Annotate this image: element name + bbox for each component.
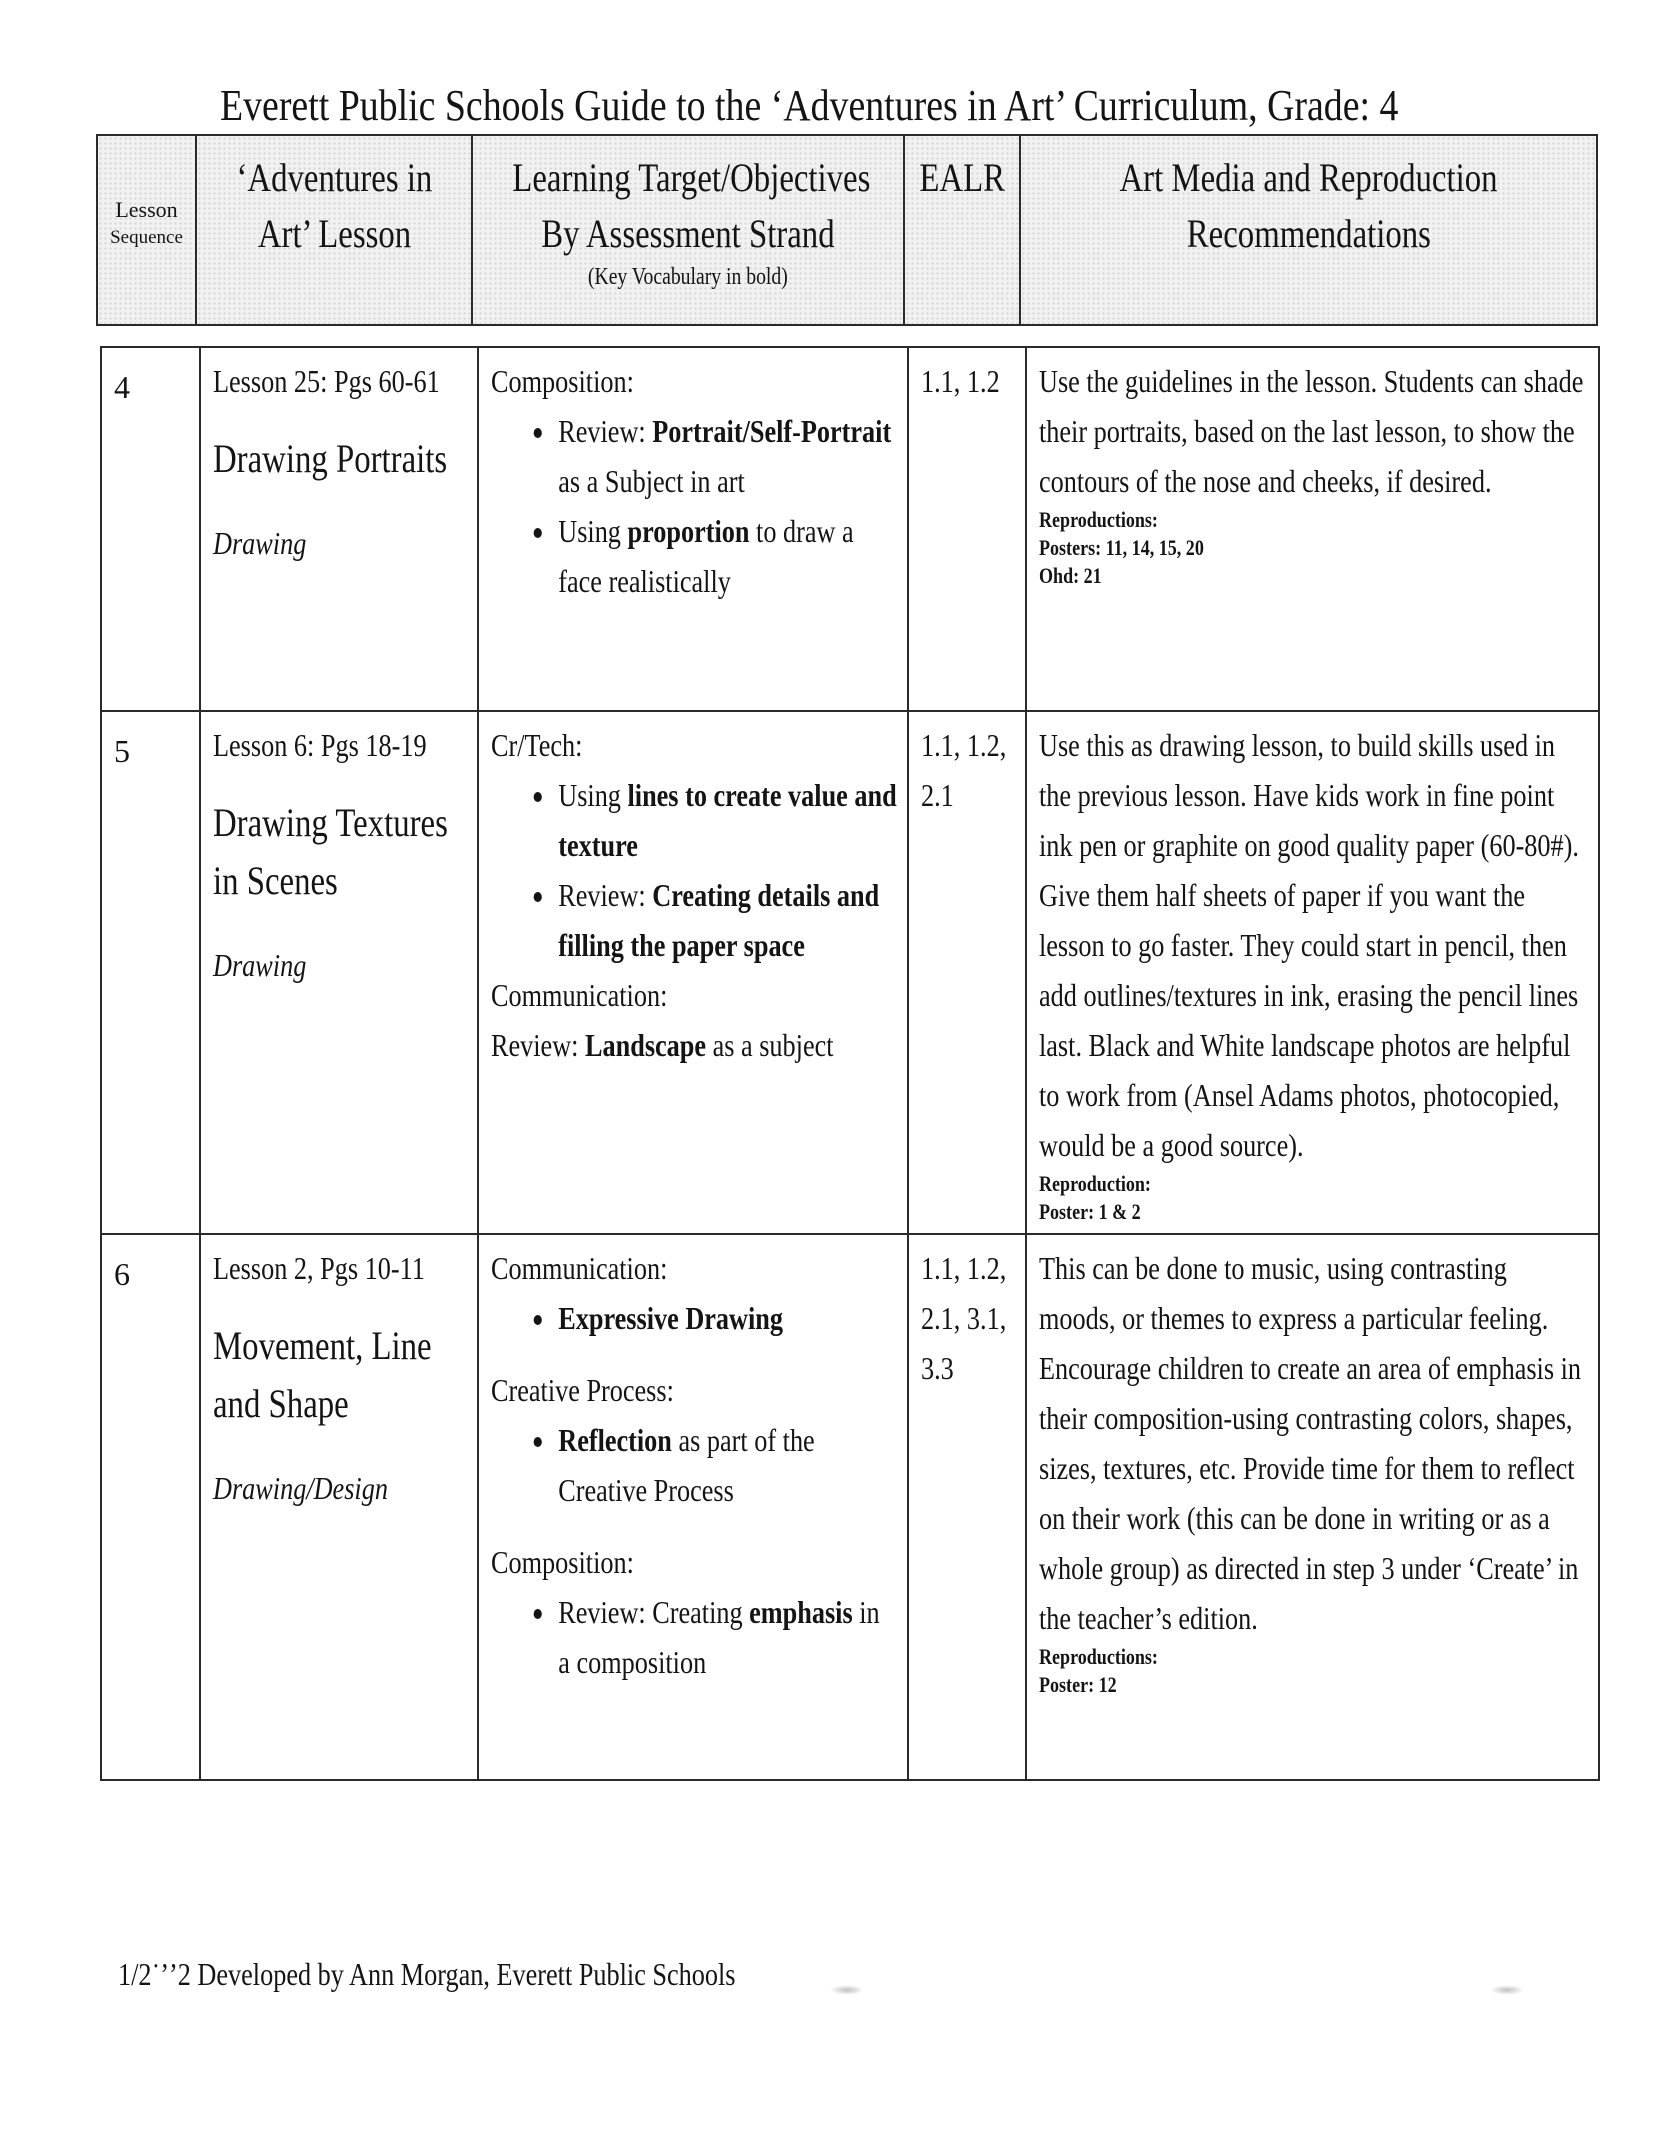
lesson-title: Movement, Line and Shape <box>213 1323 432 1426</box>
objectives-cell <box>478 711 908 1234</box>
strand-name: Communication: <box>491 977 668 1013</box>
objective-list <box>491 1587 897 1687</box>
header-lesson-line2: Art’ Lesson <box>257 211 411 256</box>
header-sequence-line1: Lesson <box>115 197 178 222</box>
list-item: • Expressive Drawing <box>555 1293 897 1343</box>
lesson-cell <box>200 347 478 711</box>
document-title: Everett Public Schools Guide to the ‘Adventures in Art’ Curriculum, Grade: 4 <box>220 81 1399 130</box>
reproductions-label: Reproductions: <box>1039 507 1158 532</box>
objectives-cell <box>478 347 908 711</box>
lesson-number: Lesson 2, Pgs 10-11 <box>213 1250 425 1286</box>
lesson-title: Drawing Portraits <box>213 436 448 481</box>
ealr-cell: 1.1, 1.2, 2.1, 3.1, 3.3 <box>908 1234 1026 1780</box>
recommendation-cell <box>1026 1234 1599 1780</box>
table-row <box>101 1234 1599 1780</box>
list-item: • Reflection as part of the Creative Process <box>555 1415 897 1515</box>
reproduction-line: Poster: 1 & 2 <box>1039 1199 1141 1224</box>
lesson-title: Drawing Textures in Scenes <box>213 800 448 903</box>
reproduction-line: Poster: 12 <box>1039 1672 1117 1697</box>
objective-list <box>491 1415 897 1515</box>
header-table <box>96 134 1598 326</box>
strand-name: Composition: <box>491 363 634 399</box>
header-ealr-label: EALR <box>919 155 1005 200</box>
objective-list <box>491 406 897 606</box>
reproduction-line: Ohd: 21 <box>1039 563 1102 588</box>
header-lesson <box>196 135 472 325</box>
strand-name: Communication: <box>491 1250 668 1286</box>
lesson-type: Drawing <box>213 947 307 983</box>
scan-smudge <box>830 1985 864 1995</box>
lesson-type: Drawing <box>213 525 307 561</box>
reproductions-label: Reproductions: <box>1039 1644 1158 1669</box>
header-media-line2: Recommendations <box>1186 211 1431 256</box>
recommendation-text: Use this as drawing lesson, to build skills used in the previous lesson. Have kids work in fine point ink pen or graphite on good quality paper (60-80#). Give them half sheets of paper if you want the lesson to go faster. They could start in pencil, then add outlines/textures in ink, erasing the pencil lines last. Black and White landscape photos are helpful to work from (Ansel Adams photos, photocopied, would be a good source). <box>1039 727 1579 1163</box>
header-media <box>1020 135 1597 325</box>
strand-name: Creative Process: <box>491 1372 674 1408</box>
list-item: • Using lines to create value and texture <box>555 770 897 870</box>
recommendation-text: Use the guidelines in the lesson. Students can shade their portraits, based on the last lesson, to show the contours of the nose and cheeks, if desired. <box>1039 363 1584 499</box>
scan-smudge <box>1490 1985 1524 1995</box>
lesson-number: Lesson 6: Pgs 18-19 <box>213 727 427 763</box>
objectives-cell <box>478 1234 908 1780</box>
ealr-cell: 1.1, 1.2 <box>908 347 1026 711</box>
strand-name: Composition: <box>491 1544 634 1580</box>
list-item: • Review: Creating details and filling the paper space <box>555 870 897 970</box>
sequence-cell: 5 <box>101 711 200 1234</box>
sequence-cell: 4 <box>101 347 200 711</box>
ealr-cell: 1.1, 1.2, 2.1 <box>908 711 1026 1234</box>
header-targets-line2: By Assessment Strand <box>541 211 835 256</box>
table-row <box>101 711 1599 1234</box>
sequence-cell: 6 <box>101 1234 200 1780</box>
header-targets-line1: Learning Target/Objectives <box>512 155 871 200</box>
strand-name: Cr/Tech: <box>491 727 583 763</box>
list-item: • Review: Creating emphasis in a composition <box>555 1587 897 1687</box>
recommendation-cell <box>1026 711 1599 1234</box>
footer-credit: 1/2˙ʼʼ2 Developed by Ann Morgan, Everett Public Schools <box>118 1956 736 1992</box>
recommendation-text: This can be done to music, using contrasting moods, or themes to express a particular feeling. Encourage children to create an area of emphasis in their composition-using contrasting colors, shapes, sizes, textures, etc. Provide time for them to reflect on their work (this can be done in writing or as a whole group) as directed in step 3 under ‘Create’ in the teacher’s edition. <box>1039 1250 1582 1636</box>
strand-text: Review: Landscape as a subject <box>491 1027 834 1063</box>
recommendation-cell <box>1026 347 1599 711</box>
header-sequence-line2: Sequence <box>110 227 183 248</box>
reproductions-label: Reproduction: <box>1039 1171 1151 1196</box>
header-lesson-sequence <box>97 135 196 325</box>
header-lesson-line1: ‘Adventures in <box>236 155 432 200</box>
objective-list <box>491 770 897 970</box>
reproduction-line: Posters: 11, 14, 15, 20 <box>1039 535 1204 560</box>
list-item: • Using proportion to draw a face realistically <box>555 506 897 606</box>
header-targets-note: (Key Vocabulary in bold) <box>588 264 788 290</box>
header-media-line1: Art Media and Reproduction <box>1119 155 1498 200</box>
lesson-cell <box>200 711 478 1234</box>
lesson-cell <box>200 1234 478 1780</box>
header-ealr <box>904 135 1020 325</box>
table-row <box>101 347 1599 711</box>
objective-list <box>491 1293 897 1343</box>
lesson-type: Drawing/Design <box>213 1470 388 1506</box>
lesson-number: Lesson 25: Pgs 60-61 <box>213 363 440 399</box>
lessons-table <box>100 346 1600 1781</box>
list-item: • Review: Portrait/Self-Portrait as a Subject in art <box>555 406 897 506</box>
header-targets <box>472 135 904 325</box>
